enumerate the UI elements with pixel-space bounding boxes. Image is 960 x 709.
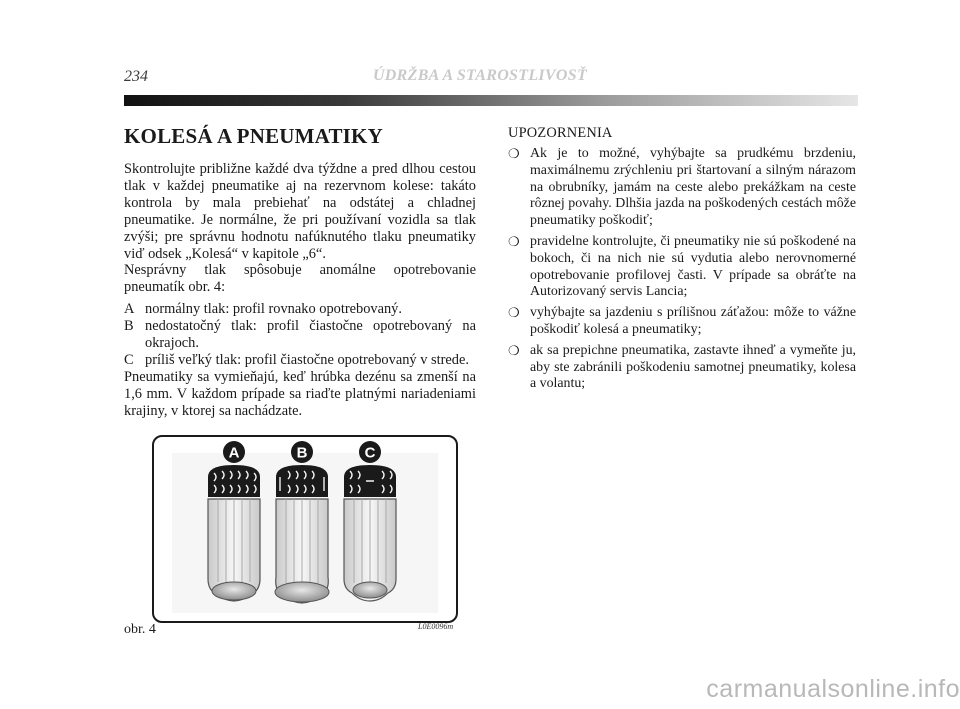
warning-text: ak sa prepichne pneumatika, zastavte ihneď a vymeňte ju, aby ste zabránili poškodeniu samotnej pneumatiky, kolesa a volantu;	[530, 342, 856, 392]
definition-text: nedostatočný tlak: profil čiastočne opotrebovaný na okrajoch.	[145, 318, 476, 352]
tire-wear-figure	[152, 435, 458, 623]
label-b: B	[296, 444, 308, 462]
definition-text: príliš veľký tlak: profil čiastočne opotrebovaný v strede.	[145, 351, 469, 368]
bullet-circle-icon: ❍	[508, 342, 520, 358]
bullet-circle-icon: ❍	[508, 146, 520, 161]
replacement-paragraph: Pneumatiky sa vymieňajú, keď hrúbka dezénu sa zmenší na 1,6 mm. V každom prípade sa riaďte platnými nariadeniami krajiny, v ktorej sa nachádzate.	[124, 368, 476, 419]
tire-b	[275, 465, 329, 603]
watermark: carmanualsonline.info	[706, 675, 960, 703]
figure-caption: obr. 4	[124, 622, 156, 637]
pressure-paragraph: Nesprávny tlak spôsobuje anomálne opotrebovanie pneumatík obr. 4:	[124, 262, 476, 296]
label-a: A	[228, 444, 240, 462]
warning-text: Ak je to možné, vyhýbajte sa prudkému brzdeniu, maximálnemu zrýchleniu pri štartovaní a silným nárazom na obrubníky, jamám na ceste alebo prekážkam na ceste rôznej povahy. Dlhšia jazda na poškodených cestách môže pneumatiky poškodiť;	[530, 146, 856, 229]
definition-item	[124, 318, 476, 352]
definition-key: B	[124, 318, 134, 335]
bullet-circle-icon: ❍	[508, 305, 520, 321]
warning-item	[508, 305, 856, 339]
warning-item	[508, 343, 856, 393]
tire-a	[208, 465, 260, 601]
intro-paragraph: Skontrolujte približne každé dva týždne a pred dlhou cestou tlak v každej pneumatike aj na rezervnom kolese: takáto kontrola by mala prebiehať na odstátej a chladnej pneumatike. Je normálne, že pri používaní vozidla sa tlak zvýši; pre správnu hodnotu nafúknutého tlaku pneumatiky viď odsek „Kolesá“ v kapitole „6“.	[124, 161, 476, 262]
page-number: 234	[124, 68, 148, 85]
label-c: C	[364, 444, 376, 462]
bullet-circle-icon: ❍	[508, 233, 520, 249]
definition-item	[124, 301, 476, 318]
header-rule	[124, 95, 858, 106]
warning-text: pravidelne kontrolujte, či pneumatiky nie sú poškodené na bokoch, či na nich nie sú vydutia alebo nerovnomerné opotrebovanie profilovej časti. V prípade sa obráťte na Autorizovaný servis Lancia;	[530, 233, 856, 300]
definition-key: C	[124, 351, 134, 368]
right-column	[508, 125, 856, 397]
tire-wear-illustration	[154, 437, 456, 621]
warning-item	[508, 234, 856, 301]
section-title: KOLESÁ A PNEUMATIKY	[124, 124, 383, 148]
definition-item	[124, 352, 476, 369]
warning-text: vyhýbajte sa jazdeniu s prílišnou záťažou: môže to vážne poškodiť kolesá a pneumatiky;	[530, 305, 856, 337]
warning-item	[508, 146, 856, 230]
running-header-title: ÚDRŽBA A STAROSTLIVOSŤ	[372, 67, 588, 84]
left-column	[124, 124, 476, 420]
definition-text: normálny tlak: profil rovnako opotrebovaný.	[145, 301, 402, 318]
tire-c	[344, 465, 396, 601]
warnings-heading: UPOZORNENIA	[508, 125, 613, 141]
definition-list	[124, 301, 476, 369]
figure-code: L0E0096m	[418, 622, 454, 631]
definition-key: A	[124, 301, 135, 318]
